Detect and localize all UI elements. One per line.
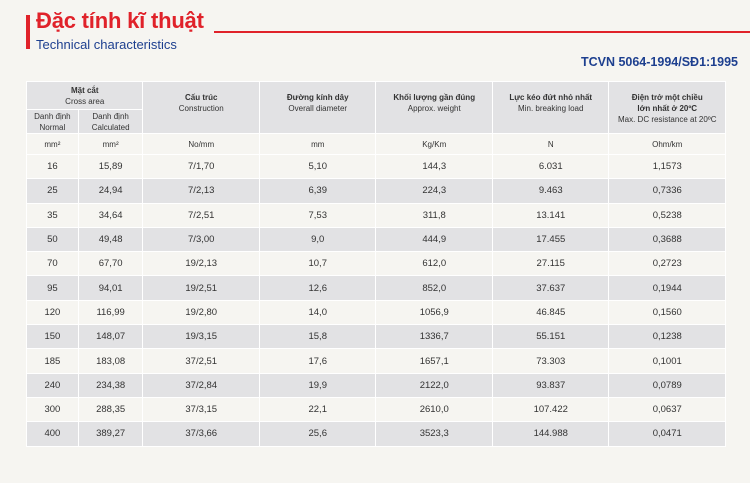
table-cell: 224,3 xyxy=(376,179,493,203)
table-cell: 0,7336 xyxy=(609,179,726,203)
table-row xyxy=(27,422,726,446)
table-cell: 49,48 xyxy=(78,227,143,251)
table-cell: 37/2,84 xyxy=(143,373,260,397)
table-cell: 288,35 xyxy=(78,397,143,421)
header-resistance xyxy=(609,82,726,134)
table-cell: 150 xyxy=(27,325,79,349)
unit-cell: mm xyxy=(259,134,376,155)
table-row xyxy=(27,203,726,227)
table-cell: 144.988 xyxy=(492,422,609,446)
table-cell: 1,1573 xyxy=(609,155,726,179)
header-weight-vi: Khối lượng gần đúng xyxy=(393,93,476,102)
table-cell: 9.463 xyxy=(492,179,609,203)
table-cell: 389,27 xyxy=(78,422,143,446)
table-cell: 7,53 xyxy=(259,203,376,227)
table-cell: 22,1 xyxy=(259,397,376,421)
header-construction-en: Construction xyxy=(178,104,224,113)
table-cell: 24,94 xyxy=(78,179,143,203)
table-cell: 37.637 xyxy=(492,276,609,300)
table-cell: 17,6 xyxy=(259,349,376,373)
table-cell: 67,70 xyxy=(78,252,143,276)
table-cell: 144,3 xyxy=(376,155,493,179)
table-cell: 0,2723 xyxy=(609,252,726,276)
table-cell: 19/2,80 xyxy=(143,300,260,324)
table-cell: 27.115 xyxy=(492,252,609,276)
table-cell: 37/3,66 xyxy=(143,422,260,446)
technical-characteristics-table xyxy=(26,81,726,447)
table-row xyxy=(27,155,726,179)
table-cell: 311,8 xyxy=(376,203,493,227)
header-breaking-load xyxy=(492,82,609,134)
header-breaking-load-vi: Lực kéo đứt nhỏ nhất xyxy=(509,93,593,102)
header-normal-vi: Danh định xyxy=(34,111,71,121)
page-subtitle: Technical characteristics xyxy=(36,37,177,52)
table-cell: 19/2,13 xyxy=(143,252,260,276)
table-cell: 7/3,00 xyxy=(143,227,260,251)
table-cell: 240 xyxy=(27,373,79,397)
table-cell: 5,10 xyxy=(259,155,376,179)
page-title: Đặc tính kĩ thuật xyxy=(36,8,204,33)
table-cell: 612,0 xyxy=(376,252,493,276)
table-cell: 19,9 xyxy=(259,373,376,397)
table-cell: 55.151 xyxy=(492,325,609,349)
table-cell: 7/1,70 xyxy=(143,155,260,179)
table-cell: 50 xyxy=(27,227,79,251)
table-cell: 15,89 xyxy=(78,155,143,179)
table-cell: 0,1560 xyxy=(609,300,726,324)
table-cell: 107.422 xyxy=(492,397,609,421)
table-cell: 3523,3 xyxy=(376,422,493,446)
header-normal xyxy=(27,110,79,134)
table-row xyxy=(27,325,726,349)
header-construction xyxy=(143,82,260,134)
header-calculated-vi: Danh định xyxy=(92,111,129,121)
table-cell: 10,7 xyxy=(259,252,376,276)
table-row xyxy=(27,300,726,324)
table-cell: 15,8 xyxy=(259,325,376,349)
table-cell: 94,01 xyxy=(78,276,143,300)
table-cell: 25 xyxy=(27,179,79,203)
unit-cell: mm² xyxy=(27,134,79,155)
table-cell: 35 xyxy=(27,203,79,227)
table-cell: 0,1001 xyxy=(609,349,726,373)
table-cell: 1336,7 xyxy=(376,325,493,349)
table-cell: 13.141 xyxy=(492,203,609,227)
table-cell: 73.303 xyxy=(492,349,609,373)
table-cell: 185 xyxy=(27,349,79,373)
table-row xyxy=(27,397,726,421)
header-cross-area-vi: Mặt cắt xyxy=(70,85,99,95)
table-cell: 14,0 xyxy=(259,300,376,324)
header-calculated-en: Calculated xyxy=(91,122,130,132)
table-cell: 7/2,51 xyxy=(143,203,260,227)
table-cell: 0,0471 xyxy=(609,422,726,446)
header-resistance-vi-2: lớn nhất ở 20ºC xyxy=(637,104,698,113)
table-cell: 0,0789 xyxy=(609,373,726,397)
table-cell: 6.031 xyxy=(492,155,609,179)
unit-cell: No/mm xyxy=(143,134,260,155)
table-cell: 0,3688 xyxy=(609,227,726,251)
table-cell: 1056,9 xyxy=(376,300,493,324)
title-divider xyxy=(214,31,750,33)
table-cell: 37/2,51 xyxy=(143,349,260,373)
table-cell: 17.455 xyxy=(492,227,609,251)
standard-reference: TCVN 5064-1994/SĐ1:1995 xyxy=(580,55,738,69)
table-row xyxy=(27,252,726,276)
table-cell: 183,08 xyxy=(78,349,143,373)
header-diameter xyxy=(259,82,376,134)
table-cell: 0,0637 xyxy=(609,397,726,421)
header-cross-area xyxy=(27,82,143,110)
table-cell: 2122,0 xyxy=(376,373,493,397)
table-cell: 0,1238 xyxy=(609,325,726,349)
header-breaking-load-en: Min. breaking load xyxy=(518,104,584,113)
header-diameter-vi: Đường kính dây xyxy=(286,93,349,102)
table-cell: 70 xyxy=(27,252,79,276)
table-cell: 95 xyxy=(27,276,79,300)
table-row xyxy=(27,373,726,397)
table-cell: 300 xyxy=(27,397,79,421)
header-construction-vi: Cấu trúc xyxy=(185,93,218,102)
table-cell: 12,6 xyxy=(259,276,376,300)
header-resistance-vi-1: Điện trở một chiều xyxy=(631,93,703,102)
unit-cell: Ohm/km xyxy=(609,134,726,155)
table-cell: 7/2,13 xyxy=(143,179,260,203)
table-cell: 16 xyxy=(27,155,79,179)
header-resistance-en: Max. DC resistance at 20ºC xyxy=(617,115,717,124)
table-cell: 852,0 xyxy=(376,276,493,300)
table-row xyxy=(27,227,726,251)
header-cross-area-en: Cross area xyxy=(65,96,105,106)
units-row xyxy=(27,134,726,155)
table-cell: 444,9 xyxy=(376,227,493,251)
table-cell: 1657,1 xyxy=(376,349,493,373)
table-cell: 120 xyxy=(27,300,79,324)
table-cell: 9,0 xyxy=(259,227,376,251)
table-cell: 25,6 xyxy=(259,422,376,446)
table-cell: 93.837 xyxy=(492,373,609,397)
table-cell: 116,99 xyxy=(78,300,143,324)
table-cell: 6,39 xyxy=(259,179,376,203)
header-normal-en: Normal xyxy=(39,122,66,132)
table-cell: 2610,0 xyxy=(376,397,493,421)
table-row xyxy=(27,349,726,373)
table-cell: 234,38 xyxy=(78,373,143,397)
table-cell: 400 xyxy=(27,422,79,446)
table-cell: 19/3,15 xyxy=(143,325,260,349)
unit-cell: Kg/Km xyxy=(376,134,493,155)
table-body xyxy=(27,155,726,447)
table-cell: 34,64 xyxy=(78,203,143,227)
table-row xyxy=(27,179,726,203)
header-calculated xyxy=(78,110,143,134)
table-cell: 148,07 xyxy=(78,325,143,349)
table-cell: 0,1944 xyxy=(609,276,726,300)
table-cell: 46.845 xyxy=(492,300,609,324)
header-weight-en: Approx. weight xyxy=(407,104,461,113)
unit-cell: mm² xyxy=(78,134,143,155)
header-diameter-en: Overall diameter xyxy=(288,104,348,113)
table-row xyxy=(27,276,726,300)
header-weight xyxy=(376,82,493,134)
table-cell: 0,5238 xyxy=(609,203,726,227)
unit-cell: N xyxy=(492,134,609,155)
title-accent-bar xyxy=(26,15,30,49)
table-cell: 19/2,51 xyxy=(143,276,260,300)
table-cell: 37/3,15 xyxy=(143,397,260,421)
